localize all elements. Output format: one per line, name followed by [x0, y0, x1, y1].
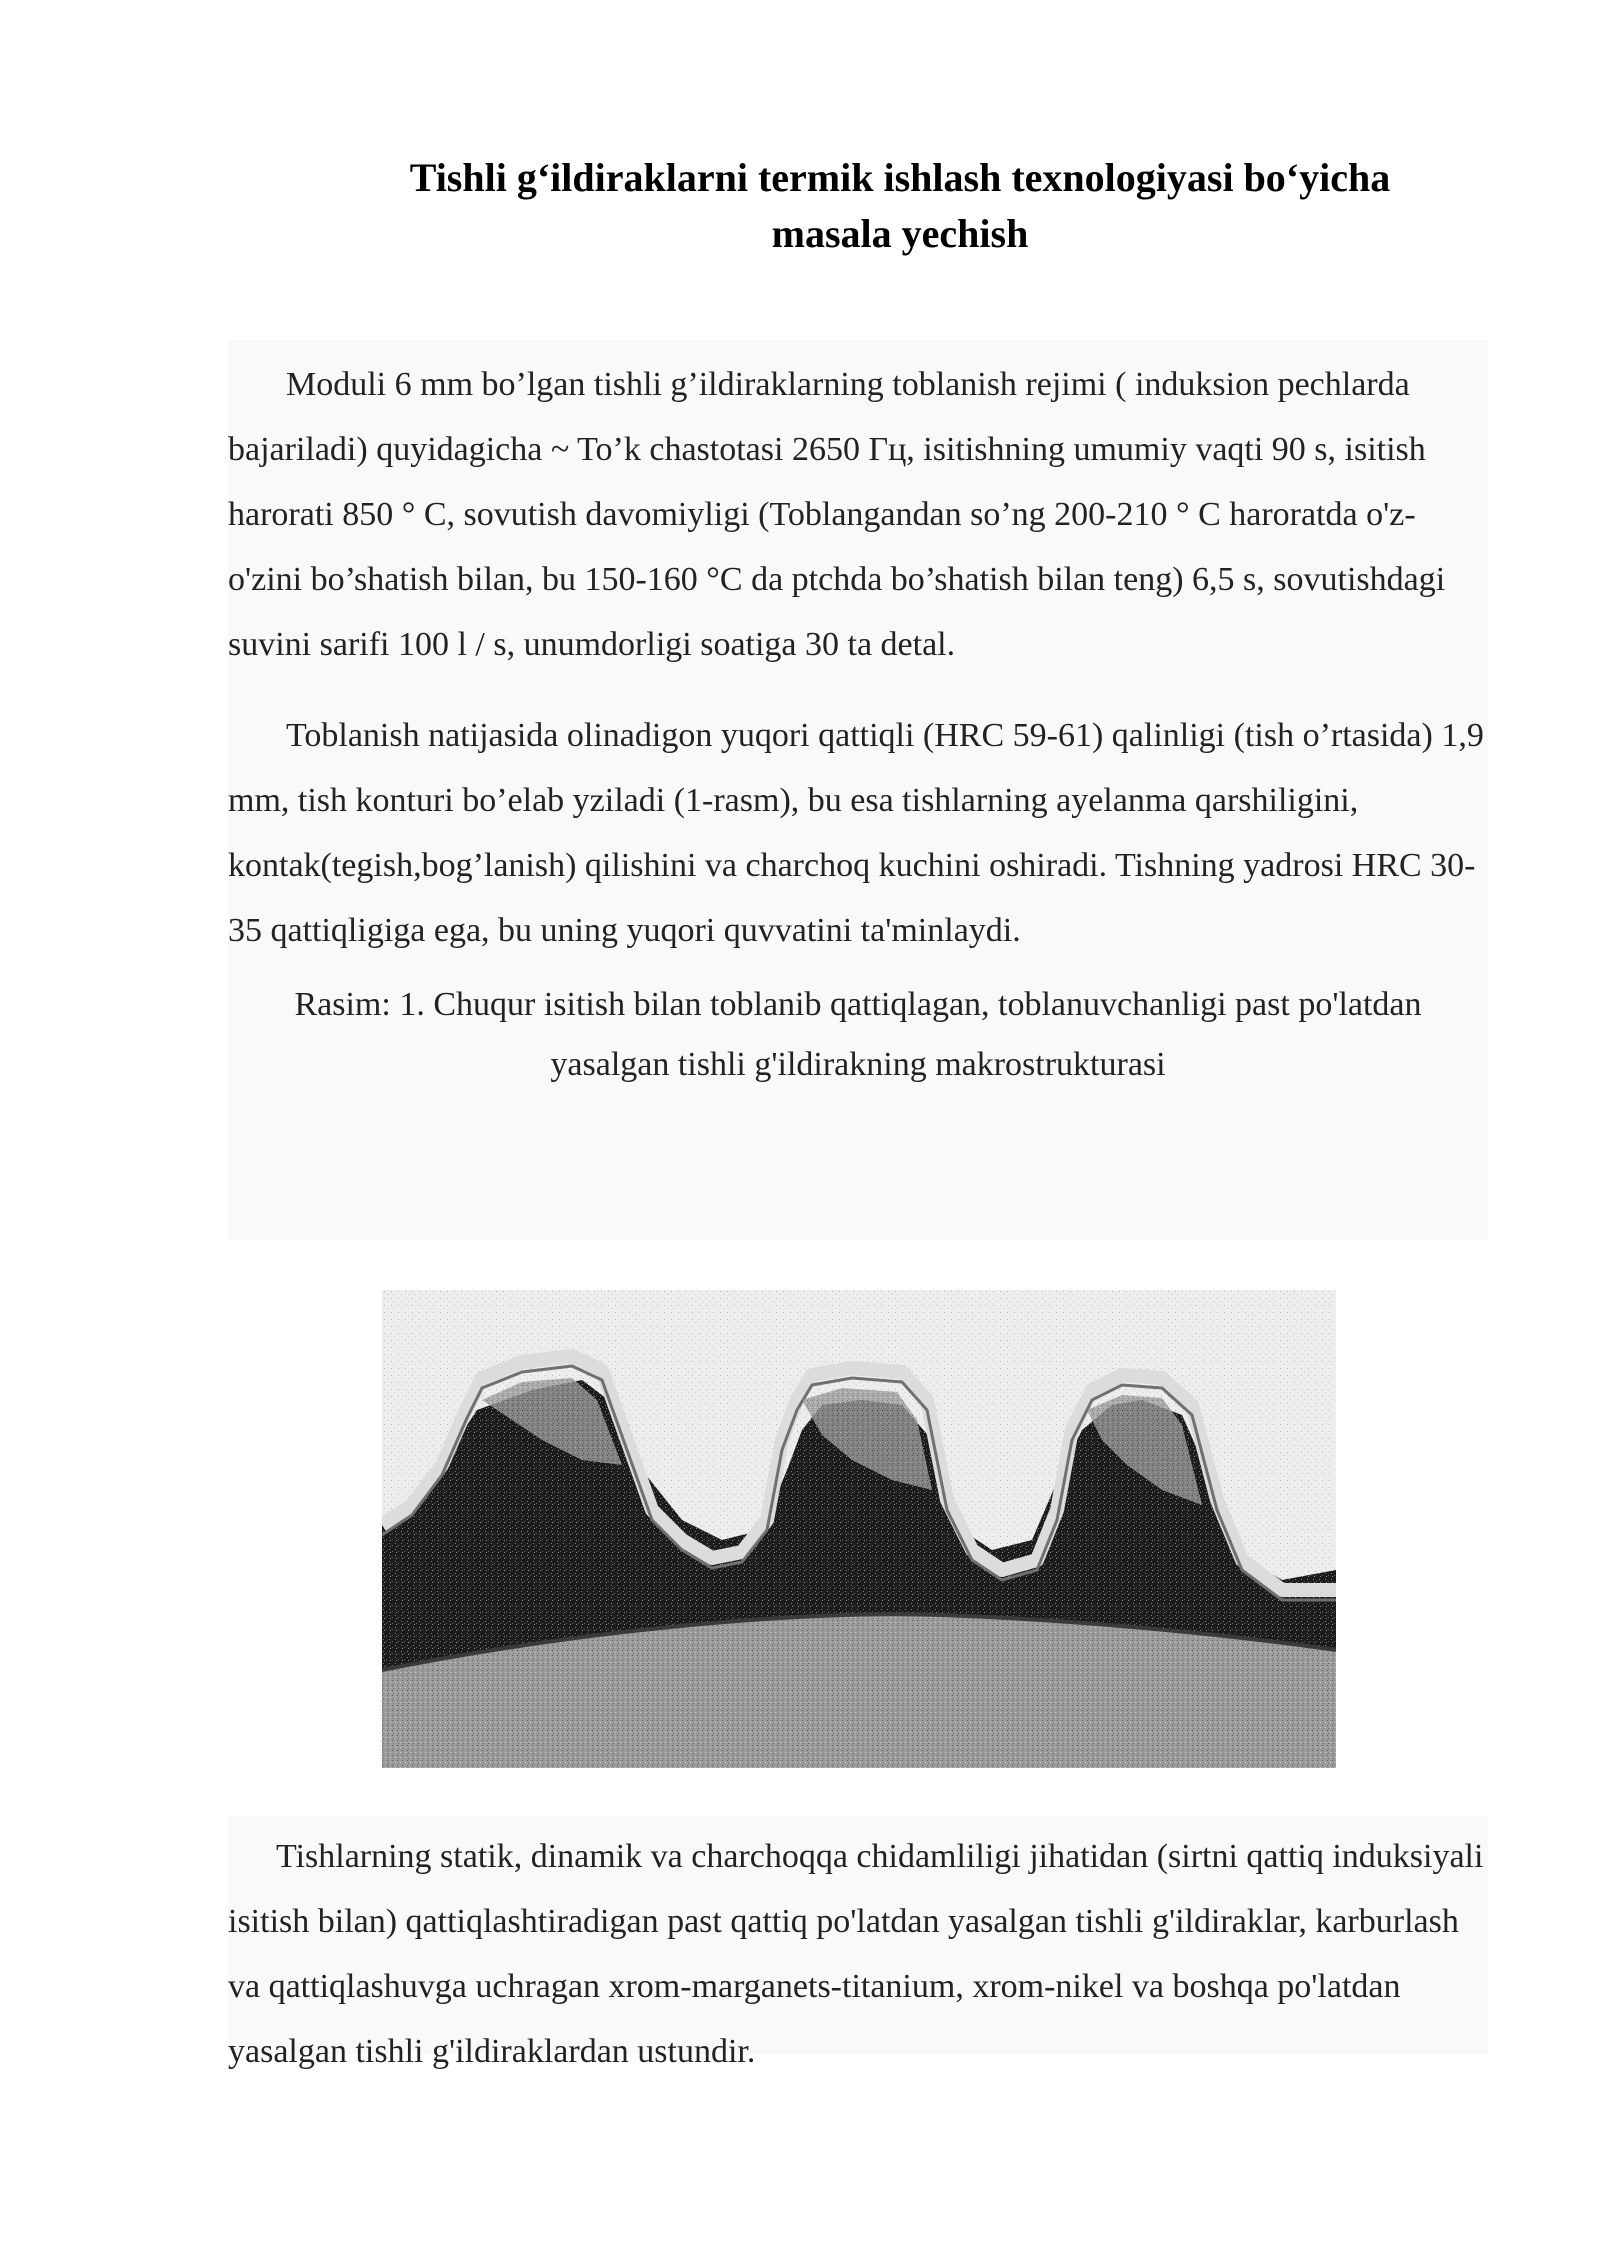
gear-macrostructure-figure — [382, 1290, 1336, 1768]
title-line-2: masala yechish — [771, 211, 1029, 256]
title-line-1: Tishli g‘ildiraklarni termik ishlash texnologiyasi bo‘yicha — [409, 155, 1391, 200]
paragraph-3: Tishlarning statik, dinamik va charchoqqa chidamliligi jihatidan (sirtni qattiq induksiyali isitish bilan) qattiqlashtiradigan past qattiq po'latdan yasalgan tishli g'ildiraklar, karburlash va qattiqlashuvga uchragan xrom-marganets-titanium, xrom-nikel va boshqa po'latdan yasalgan tishli g'ildiraklardan ustundir. — [228, 1838, 1484, 2070]
figure-caption — [228, 975, 1488, 1095]
paragraph-2: Toblanish natijasida olinadigon yuqori qattiqli (HRC 59-61) qalinligi (tish o’rtasida) 1,9 mm, tish konturi bo’elab yziladi (1-rasm), bu esa tishlarning ayelanma qarshiligini, kontak(tegish,bog’lanish) qilishini va charchoq kuchini oshiradi. Tishning yadrosi HRC 30-35 qattiqligiga ega, bu uning yuqori quvvatini ta'minlaydi. — [228, 717, 1484, 949]
paragraph-1: Moduli 6 mm bo’lgan tishli g’ildiraklarning toblanish rejimi ( induksion pechlarda bajariladi) quyidagicha ~ To’k chastotasi 2650 Гц, isitishning umumiy vaqti 90 s, isitish harorati 850 ° C, sovutish davomiyligi (Toblangandan so’ng 200-210 ° C haroratda o'z-o'zini bo’shatish bilan, bu 150-160 °C da ptchda bo’shatish bilan teng) 6,5 s, sovutishdagi suvini sarifi 100 l / s, unumdorligi soatiga 30 ta detal. — [228, 366, 1446, 663]
text-block-2 — [228, 1816, 1488, 2070]
document-title — [330, 150, 1470, 262]
caption-line-1: Rasim: 1. Chuqur isitish bilan toblanib qattiqlagan, toblanuvchanligi past po'latdan — [294, 986, 1422, 1023]
caption-line-2: yasalgan tishli g'ildirakning makrostrukturasi — [550, 1046, 1166, 1083]
text-block-1 — [228, 340, 1488, 1240]
gear-macrostructure-photo-icon — [382, 1290, 1336, 1768]
